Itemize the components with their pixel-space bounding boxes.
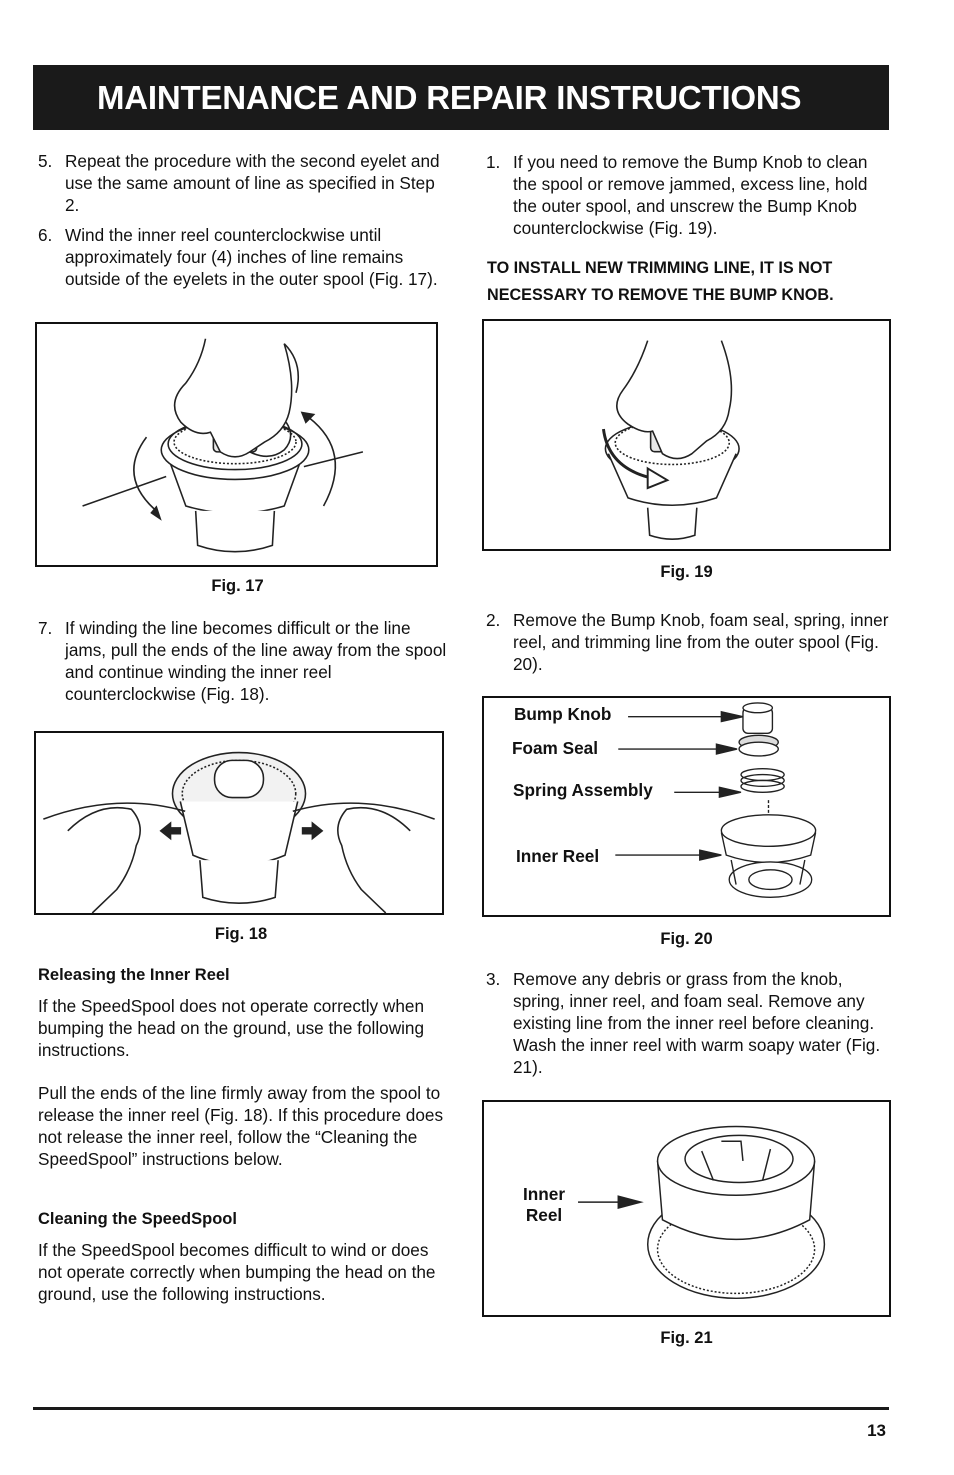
step-6 <box>38 224 448 290</box>
label-foam-seal: Foam Seal <box>512 738 598 758</box>
label-bump-knob: Bump Knob <box>514 704 612 724</box>
step-3 <box>486 968 891 1078</box>
label-inner: Inner <box>522 1184 566 1204</box>
page-number: 13 <box>867 1421 886 1440</box>
cleaning-heading: Cleaning the SpeedSpool <box>38 1210 237 1228</box>
figure-19-caption: Fig. 19 <box>660 563 713 581</box>
unscrew-knob-illustration <box>484 321 889 549</box>
figure-21-caption: Fig. 21 <box>660 1329 713 1347</box>
label-spring-assembly: Spring Assembly <box>513 780 653 800</box>
figure-20 <box>482 696 891 917</box>
step-text: Repeat the procedure with the second eyelet and use the same amount of line as specified in Step 2. <box>65 151 440 215</box>
step-2 <box>486 609 891 675</box>
step-number: 2. <box>486 610 501 630</box>
step-5 <box>38 150 448 216</box>
step-number: 6. <box>38 225 53 245</box>
figure-18-caption: Fig. 18 <box>214 925 268 943</box>
figure-17-caption: Fig. 17 <box>211 577 264 595</box>
footer-rule <box>33 1407 889 1410</box>
step-1 <box>486 151 891 239</box>
step-text: Wind the inner reel counterclockwise until approximately four (4) inches of line remains outside of the eyelets in the outer spool (Fig. 17). <box>65 225 438 289</box>
figure-19 <box>482 319 891 551</box>
step-text: Remove any debris or grass from the knob, spring, inner reel, and foam seal. Remove any existing line from the inner reel before cleaning. Wash the inner reel with warm soapy water (Fig. 21). <box>513 969 881 1077</box>
figure-18 <box>34 731 444 915</box>
notice-text: TO INSTALL NEW TRIMMING LINE, IT IS NOT NECESSARY TO REMOVE THE BUMP KNOB. <box>487 259 834 304</box>
releasing-paragraph-1: If the SpeedSpool does not operate correctly when bumping the head on the ground, use the following instructions. <box>38 996 425 1060</box>
exploded-parts-illustration <box>484 698 889 915</box>
spool-winding-illustration <box>37 324 436 565</box>
step-number: 7. <box>38 618 53 638</box>
step-number: 1. <box>486 152 501 172</box>
line-pull-illustration <box>36 733 442 913</box>
releasing-paragraph-2: Pull the ends of the line firmly away from the spool to release the inner reel (Fig. 18). If this procedure does not release the inner reel, follow the “Cleaning the SpeedSpool” instructions below. <box>38 1083 444 1169</box>
label-inner-reel: Inner Reel <box>516 846 600 866</box>
step-number: 3. <box>486 969 501 989</box>
step-text: If you need to remove the Bump Knob to clean the spool or remove jammed, excess line, hold the outer spool, and unscrew the Bump Knob counterclockwise (Fig. 19). <box>513 152 868 238</box>
figure-21 <box>482 1100 891 1317</box>
label-reel: Reel <box>525 1205 563 1225</box>
page-title: MAINTENANCE AND REPAIR INSTRUCTIONS <box>97 78 802 116</box>
step-text: Remove the Bump Knob, foam seal, spring, inner reel, and trimming line from the outer spool (Fig. 20). <box>513 610 889 674</box>
page-header <box>33 65 889 130</box>
cleaning-paragraph-1: If the SpeedSpool becomes difficult to wind or does not operate correctly when bumping the head on the ground, use the following instructions. <box>38 1240 436 1304</box>
step-7 <box>38 617 448 705</box>
figure-17 <box>35 322 438 567</box>
releasing-heading: Releasing the Inner Reel <box>38 966 230 984</box>
step-number: 5. <box>38 151 53 171</box>
figure-20-caption: Fig. 20 <box>660 930 713 948</box>
step-text: If winding the line becomes difficult or the line jams, pull the ends of the line away from the spool and continue winding the inner reel counterclockwise (Fig. 18). <box>65 618 447 704</box>
